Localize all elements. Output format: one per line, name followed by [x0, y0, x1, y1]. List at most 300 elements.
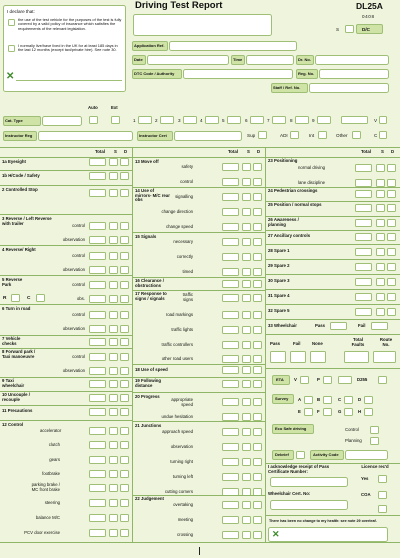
following-total[interactable] — [222, 380, 239, 388]
num-box-9[interactable] — [317, 116, 331, 124]
reverse-left-control-s[interactable] — [109, 222, 118, 230]
declaration-checkbox-2[interactable] — [8, 45, 15, 52]
balance-s[interactable] — [109, 514, 118, 522]
meeting-total[interactable] — [222, 516, 239, 524]
survey-b-label: B — [317, 397, 321, 402]
turn-in-road-observation-d[interactable] — [120, 325, 129, 333]
change-direction-s[interactable] — [242, 208, 251, 216]
clutch-s[interactable] — [109, 441, 118, 449]
controlled-stop-s[interactable] — [109, 189, 118, 197]
survey-f-box[interactable] — [323, 408, 332, 416]
move-off-control-total[interactable] — [222, 178, 239, 186]
reverse-right-observation-label: observation — [62, 267, 85, 272]
clutch-total[interactable] — [89, 441, 106, 449]
overtaking-s[interactable] — [242, 501, 251, 509]
spare4-s[interactable] — [376, 293, 385, 301]
meeting-d[interactable] — [253, 516, 262, 524]
crossing-label: crossing — [176, 532, 193, 537]
num-box-4[interactable] — [205, 116, 219, 124]
num-box-6[interactable] — [250, 116, 264, 124]
eta-extra-box[interactable] — [338, 376, 352, 384]
move-off-safety-d[interactable] — [253, 163, 262, 171]
control-section-label: 12 Control — [2, 422, 24, 427]
pass-box[interactable] — [270, 351, 286, 363]
gears-s[interactable] — [109, 456, 118, 464]
reverse-left-observation-label: observation — [62, 237, 85, 242]
meeting-s[interactable] — [242, 516, 251, 524]
footbrake-s[interactable] — [109, 470, 118, 478]
sec-rule — [266, 289, 400, 290]
normal-driving-s[interactable] — [376, 164, 385, 172]
traffic-lights-d[interactable] — [253, 326, 262, 334]
steering-d[interactable] — [120, 499, 129, 507]
parking-brake-d[interactable] — [120, 484, 129, 492]
overtaking-d[interactable] — [253, 501, 262, 509]
timed-total[interactable] — [222, 268, 239, 276]
uncouple-s[interactable] — [109, 394, 118, 402]
timed-s[interactable] — [242, 268, 251, 276]
pass-cert-number-field[interactable] — [270, 477, 348, 487]
following-d[interactable] — [253, 380, 262, 388]
accelerator-s[interactable] — [109, 427, 118, 435]
move-off-control-s[interactable] — [242, 178, 251, 186]
forward-park-observation-d[interactable] — [120, 367, 129, 375]
normal-driving-label: normal driving — [298, 165, 325, 170]
accelerator-d[interactable] — [120, 427, 129, 435]
precautions-total[interactable] — [89, 408, 106, 416]
road-markings-d[interactable] — [253, 311, 262, 319]
date-field[interactable] — [147, 55, 229, 65]
road-markings-s[interactable] — [242, 311, 251, 319]
correctly-d[interactable] — [253, 253, 262, 261]
approach-speed-s[interactable] — [242, 428, 251, 436]
forward-park-control-d[interactable] — [120, 353, 129, 361]
crossing-total[interactable] — [222, 531, 239, 539]
activity-code-field[interactable] — [345, 450, 388, 460]
lane-discipline-total[interactable] — [355, 179, 372, 187]
declaration-checkbox-1[interactable] — [8, 19, 15, 26]
survey-a-box[interactable] — [304, 396, 313, 404]
v-checkbox[interactable] — [379, 116, 387, 124]
none-label: None — [312, 341, 323, 346]
parking-brake-total[interactable] — [89, 484, 106, 492]
undue-hesitation-total[interactable] — [222, 413, 239, 421]
reverse-right-control-s[interactable] — [109, 252, 118, 260]
spare1-s[interactable] — [376, 248, 385, 256]
turn-in-road-control-d[interactable] — [120, 311, 129, 319]
survey-e-box[interactable] — [304, 408, 313, 416]
reverse-park-r-box[interactable] — [11, 294, 20, 302]
spare1-total[interactable] — [355, 248, 372, 256]
reverse-left-label: 3 Reverse / Left Reverse with trailer — [2, 216, 52, 226]
adi-checkbox[interactable] — [290, 131, 299, 139]
meeting-label: meeting — [177, 517, 193, 522]
taxi-wheelchair-total[interactable] — [89, 380, 106, 388]
footbrake-total[interactable] — [89, 470, 106, 478]
following-s[interactable] — [242, 380, 251, 388]
ext-checkbox[interactable] — [111, 116, 120, 124]
survey-h-box[interactable] — [364, 408, 373, 416]
instructor-reg-field[interactable] — [38, 131, 133, 141]
junction-observation-d[interactable] — [253, 443, 262, 451]
uncouple-d[interactable] — [120, 394, 129, 402]
clearance-d[interactable] — [253, 280, 262, 288]
cat-type-field[interactable] — [42, 116, 82, 126]
num-box-3[interactable] — [183, 116, 197, 124]
eco-planning-box[interactable] — [370, 437, 379, 445]
eyesight-s[interactable] — [109, 158, 118, 166]
use-of-speed-d[interactable] — [253, 366, 262, 374]
spare4-d[interactable] — [387, 293, 396, 301]
steering-total[interactable] — [89, 499, 106, 507]
clearance-s[interactable] — [242, 280, 251, 288]
traffic-controllers-d[interactable] — [253, 341, 262, 349]
junction-observation-total[interactable] — [222, 443, 239, 451]
ancillary-s[interactable] — [376, 233, 385, 241]
spare3-d[interactable] — [387, 278, 396, 286]
dtc-code-field[interactable] — [183, 69, 293, 79]
d255-box[interactable] — [378, 376, 387, 384]
move-off-safety-s[interactable] — [242, 163, 251, 171]
spare1-d[interactable] — [387, 248, 396, 256]
move-off-control-label: control — [180, 179, 193, 184]
necessary-s[interactable] — [242, 238, 251, 246]
clutch-d[interactable] — [120, 441, 129, 449]
pedestrian-s[interactable] — [376, 190, 385, 198]
pcv-door-s[interactable] — [109, 529, 118, 537]
spare3-s[interactable] — [376, 278, 385, 286]
turn-in-road-observation-total[interactable] — [89, 325, 106, 333]
turning-right-d[interactable] — [253, 458, 262, 466]
forward-park-control-total[interactable] — [89, 353, 106, 361]
turning-left-total[interactable] — [222, 473, 239, 481]
spare1-label: 28 Spare 1 — [268, 248, 290, 253]
reverse-right-observation-s[interactable] — [109, 266, 118, 274]
necessary-d[interactable] — [253, 238, 262, 246]
reverse-left-observation-d[interactable] — [120, 236, 129, 244]
eyesight-total[interactable] — [89, 158, 106, 166]
road-markings-total[interactable] — [222, 311, 239, 319]
reverse-park-c-box[interactable] — [36, 294, 45, 302]
survey-a-label: A — [298, 397, 302, 402]
sec-rule — [0, 405, 132, 406]
crossing-d[interactable] — [253, 531, 262, 539]
fail-box[interactable] — [290, 351, 306, 363]
turning-left-s[interactable] — [242, 473, 251, 481]
normal-driving-d[interactable] — [387, 164, 396, 172]
other-road-users-s[interactable] — [242, 355, 251, 363]
survey-h-label: H — [358, 409, 362, 414]
survey-f-label: F — [317, 409, 320, 414]
reg-no-field[interactable] — [319, 69, 389, 79]
spare2-d[interactable] — [387, 263, 396, 271]
dr-no-field[interactable] — [315, 55, 389, 65]
spare3-total[interactable] — [355, 278, 372, 286]
signalling-d[interactable] — [253, 193, 262, 201]
traffic-lights-label: traffic lights — [171, 327, 193, 332]
precautions-s[interactable] — [109, 408, 118, 416]
correctly-total[interactable] — [222, 253, 239, 261]
col1-d-header: D — [124, 149, 128, 154]
spare4-label: 31 Spare 4 — [268, 293, 290, 298]
application-ref-field[interactable] — [169, 41, 297, 51]
forward-park-observation-total[interactable] — [89, 367, 106, 375]
taxi-wheelchair-d[interactable] — [120, 380, 129, 388]
undue-hesitation-s[interactable] — [242, 413, 251, 421]
signalling-s[interactable] — [242, 193, 251, 201]
balance-total[interactable] — [89, 514, 106, 522]
change-speed-s[interactable] — [242, 223, 251, 231]
move-off-control-d[interactable] — [253, 178, 262, 186]
positioning-label: 23 Positioning — [268, 158, 298, 163]
vehicle-checks-s[interactable] — [109, 338, 118, 346]
reverse-park-control-total[interactable] — [89, 281, 106, 289]
sec-rule — [133, 392, 265, 393]
clutch-label: clutch — [48, 442, 60, 447]
crossing-s[interactable] — [242, 531, 251, 539]
use-of-speed-label: 18 Use of speed — [135, 367, 168, 372]
reverse-right-observation-d[interactable] — [120, 266, 129, 274]
title-field[interactable] — [133, 14, 272, 36]
signature-line — [16, 80, 122, 81]
position-stops-total[interactable] — [355, 204, 372, 212]
route-no-box[interactable] — [373, 351, 396, 363]
column-divider-1 — [132, 147, 133, 542]
traffic-controllers-s[interactable] — [242, 341, 251, 349]
accelerator-total[interactable] — [89, 427, 106, 435]
approach-speed-d[interactable] — [253, 428, 262, 436]
forward-park-observation-s[interactable] — [109, 367, 118, 375]
forward-park-observation-label: observation — [62, 368, 85, 373]
sec-rule — [0, 245, 132, 246]
pcv-door-d[interactable] — [120, 529, 129, 537]
reverse-left-observation-s[interactable] — [109, 236, 118, 244]
num-box-7[interactable] — [272, 116, 286, 124]
ancillary-total[interactable] — [355, 233, 372, 241]
clearance-total[interactable] — [222, 280, 239, 288]
spare2-s[interactable] — [376, 263, 385, 271]
position-stops-s[interactable] — [376, 204, 385, 212]
reverse-park-obs-total[interactable] — [89, 295, 106, 303]
turning-right-total[interactable] — [222, 458, 239, 466]
num-box-2[interactable] — [160, 116, 174, 124]
turn-in-road-label: 6 Turn in road — [2, 306, 31, 311]
turn-in-road-observation-s[interactable] — [109, 325, 118, 333]
taxi-wheelchair-label: 9 Taxi wheelchair — [2, 378, 25, 388]
s-checkbox[interactable] — [345, 25, 354, 33]
change-speed-total[interactable] — [222, 223, 239, 231]
licence-yes-box[interactable] — [378, 475, 387, 483]
awareness-d[interactable] — [387, 219, 396, 227]
change-direction-d[interactable] — [253, 208, 262, 216]
appropriate-speed-s[interactable] — [242, 398, 251, 406]
no-change-text: There has been no change to my health: see note 29 overleaf. — [269, 519, 377, 523]
instructor-cert-field[interactable] — [174, 131, 242, 141]
controlled-stop-d[interactable] — [120, 189, 129, 197]
reverse-park-r-label: R — [3, 296, 7, 301]
lane-discipline-d[interactable] — [387, 179, 396, 187]
position-stops-d[interactable] — [387, 204, 396, 212]
none-box[interactable] — [310, 351, 326, 363]
num-box-5[interactable] — [227, 116, 241, 124]
time-field[interactable] — [246, 55, 294, 65]
correctly-label: correctly — [176, 254, 193, 259]
turning-right-s[interactable] — [242, 458, 251, 466]
balance-d[interactable] — [120, 514, 129, 522]
sec-rule — [0, 377, 132, 378]
steering-s[interactable] — [109, 499, 118, 507]
other-label: Other — [336, 133, 348, 138]
total-faults-box[interactable] — [344, 351, 369, 363]
vehicle-checks-d[interactable] — [120, 338, 129, 346]
overtaking-total[interactable] — [222, 501, 239, 509]
hcode-label: 1b H/Code / Safety — [2, 173, 40, 178]
awareness-s[interactable] — [376, 219, 385, 227]
staff-ref-field[interactable] — [309, 83, 389, 93]
sup-checkbox[interactable] — [258, 131, 267, 139]
traffic-signs-d[interactable] — [253, 294, 262, 302]
traffic-lights-s[interactable] — [242, 326, 251, 334]
wheelchair-pass-box[interactable] — [330, 322, 347, 330]
time-label: Time — [233, 57, 243, 62]
reverse-right-control-d[interactable] — [120, 252, 129, 260]
reverse-left-observation-total[interactable] — [89, 236, 106, 244]
eta-v-box[interactable] — [300, 376, 309, 384]
necessary-total[interactable] — [222, 238, 239, 246]
coa-label: COA — [361, 492, 371, 497]
traffic-signs-s[interactable] — [242, 294, 251, 302]
c-checkbox[interactable] — [379, 131, 387, 139]
pass-label: Pass — [270, 341, 281, 346]
move-off-safety-total[interactable] — [222, 163, 239, 171]
spare5-total[interactable] — [355, 308, 372, 316]
appropriate-speed-d[interactable] — [253, 398, 262, 406]
reverse-left-control-d[interactable] — [120, 222, 129, 230]
traffic-controllers-total[interactable] — [222, 341, 239, 349]
controlled-stop-label: 2 Controlled Stop — [2, 187, 38, 192]
survey-b-box[interactable] — [323, 396, 332, 404]
undue-hesitation-d[interactable] — [253, 413, 262, 421]
parking-brake-s[interactable] — [109, 484, 118, 492]
turn-in-road-control-total[interactable] — [89, 311, 106, 319]
wheelchair-fail-box[interactable] — [371, 322, 388, 330]
normal-driving-total[interactable] — [355, 164, 372, 172]
date-label: Date — [134, 57, 143, 62]
footbrake-d[interactable] — [120, 470, 129, 478]
other-road-users-d[interactable] — [253, 355, 262, 363]
survey-d-box[interactable] — [364, 396, 373, 404]
col1-total-header: Total — [95, 149, 105, 154]
pedestrian-d[interactable] — [387, 190, 396, 198]
num-box-1[interactable] — [138, 116, 152, 124]
spare4-total[interactable] — [355, 293, 372, 301]
use-of-speed-total[interactable] — [222, 366, 239, 374]
reverse-right-observation-total[interactable] — [89, 266, 106, 274]
num-label-9: 9 — [312, 118, 315, 123]
num-box-8[interactable] — [295, 116, 309, 124]
hcode-total[interactable] — [89, 172, 106, 180]
spare2-total[interactable] — [355, 263, 372, 271]
traffic-signs-total[interactable] — [222, 294, 239, 302]
reverse-park-obs-s[interactable] — [109, 295, 118, 303]
spare5-d[interactable] — [387, 308, 396, 316]
pcv-door-total[interactable] — [89, 529, 106, 537]
coa-box[interactable] — [378, 491, 387, 499]
eyesight-d[interactable] — [120, 158, 129, 166]
junction-observation-s[interactable] — [242, 443, 251, 451]
sec-rule — [133, 232, 265, 233]
col3-s-header: S — [381, 149, 384, 154]
debrief-box[interactable] — [296, 451, 305, 459]
auto-label: Auto — [88, 105, 98, 110]
num-label-3: 3 — [178, 118, 181, 123]
lane-discipline-s[interactable] — [376, 179, 385, 187]
pedestrian-total[interactable] — [355, 190, 372, 198]
candidate-signature-field[interactable] — [268, 527, 388, 542]
forward-park-control-label: control — [72, 354, 85, 359]
reverse-right-control-total[interactable] — [89, 252, 106, 260]
ancillary-d[interactable] — [387, 233, 396, 241]
sec-rule — [0, 304, 132, 305]
hcode-s[interactable] — [109, 172, 118, 180]
wheelchair-cert-field[interactable] — [270, 500, 348, 510]
col2-s-header: S — [247, 149, 250, 154]
survey-c-box[interactable] — [344, 396, 353, 404]
gears-d[interactable] — [120, 456, 129, 464]
precautions-d[interactable] — [120, 408, 129, 416]
int-checkbox[interactable] — [318, 131, 327, 139]
timed-d[interactable] — [253, 268, 262, 276]
turning-right-label: turning right — [170, 459, 193, 464]
turning-left-d[interactable] — [253, 473, 262, 481]
extra-check-box[interactable] — [378, 505, 387, 513]
use-of-speed-s[interactable] — [242, 366, 251, 374]
reverse-park-obs-d[interactable] — [120, 295, 129, 303]
gears-total[interactable] — [89, 456, 106, 464]
eco-control-box[interactable] — [370, 426, 379, 434]
turn-in-road-control-s[interactable] — [109, 311, 118, 319]
reverse-park-control-d[interactable] — [120, 281, 129, 289]
reverse-park-control-s[interactable] — [109, 281, 118, 289]
correctly-s[interactable] — [242, 253, 251, 261]
reverse-left-control-total[interactable] — [89, 222, 106, 230]
hcode-d[interactable] — [120, 172, 129, 180]
extra-box[interactable] — [341, 116, 368, 124]
survey-g-box[interactable] — [344, 408, 353, 416]
other-road-users-total[interactable] — [222, 355, 239, 363]
spare5-s[interactable] — [376, 308, 385, 316]
v-label: V — [374, 118, 378, 123]
awareness-total[interactable] — [355, 219, 372, 227]
cat-type-label: Cat. Type — [5, 118, 23, 123]
traffic-lights-total[interactable] — [222, 326, 239, 334]
approach-speed-total[interactable] — [222, 428, 239, 436]
change-speed-d[interactable] — [253, 223, 262, 231]
vehicle-checks-total[interactable] — [89, 338, 106, 346]
appropriate-speed-total[interactable] — [222, 398, 239, 406]
other-road-users-label: other road users — [161, 356, 193, 361]
steering-label: steering — [44, 500, 60, 505]
taxi-wheelchair-s[interactable] — [109, 380, 118, 388]
forward-park-control-s[interactable] — [109, 353, 118, 361]
change-direction-total[interactable] — [222, 208, 239, 216]
uncouple-total[interactable] — [89, 394, 106, 402]
signalling-total[interactable] — [222, 193, 239, 201]
auto-checkbox[interactable] — [89, 116, 98, 124]
eta-p-box[interactable] — [323, 376, 332, 384]
controlled-stop-total[interactable] — [89, 189, 106, 197]
other-checkbox[interactable] — [352, 131, 361, 139]
